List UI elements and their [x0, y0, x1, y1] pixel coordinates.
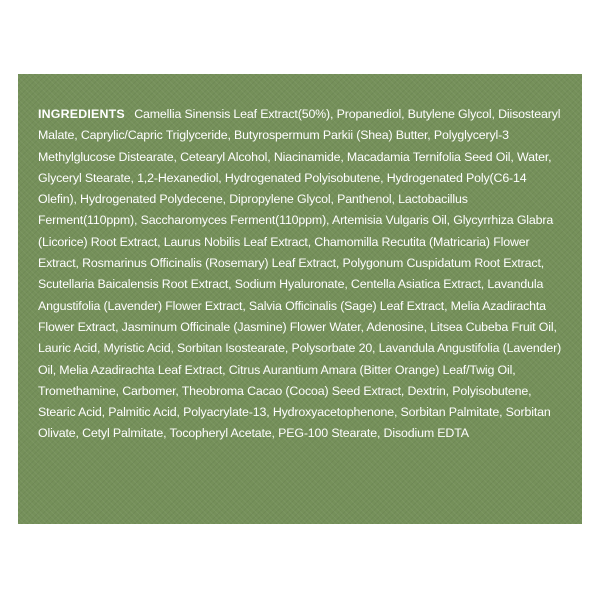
ingredients-list: Camellia Sinensis Leaf Extract(50%), Propanediol, Butylene Glycol, Diisostearyl Malate, Caprylic/Capric Triglyceride, Butyrospermum Parkii (Shea) Butter, Polyglyceryl-3 Methylglucose Distearate, Cetearyl Alcohol, Niacinamide, Macadamia Ternifolia Seed Oil, Water, Glyceryl Stearate, 1,2-Hexanediol, Hydrogenated Polyisobutene, Hydrogenated Poly(C6-14 Olefin), Hydrogenated Polydecene, Dipropylene Glycol, Panthenol, Lactobacillus Ferment(110ppm), Saccharomyces Ferment(110ppm), Artemisia Vulgaris Oil, Glycyrrhiza Glabra (Licorice) Root Extract, Laurus Nobilis Leaf Extract, Chamomilla Recutita (Matricaria) Flower Extract, Rosmarinus Officinalis (Rosemary) Leaf Extract, Polygonum Cuspidatum Root Extract, Scutellaria Baicalensis Root Extract, Sodium Hyaluronate, Centella Asiatica Extract, Lavandula Angustifolia (Lavender) Flower Extract, Salvia Officinalis (Sage) Leaf Extract, Melia Azadirachta Flower Extract, Jasminum Officinale (Jasmine) Flower Water, Adenosine, Litsea Cubeba Fruit Oil, Lauric Acid, Myristic Acid, Sorbitan Isostearate, Polysorbate 20, Lavandula Angustifolia (Lavender) Oil, Melia Azadirachta Leaf Extract, Citrus Aurantium Amara (Bitter Orange) Leaf/Twig Oil, Tromethamine, Carbomer, Theobroma Cacao (Cocoa) Seed Extract, Dextrin, Polyisobutene, Stearic Acid, Palmitic Acid, Polyacrylate-13, Hydroxyacetophenone, Sorbitan Palmitate, Sorbitan Olivate, Cetyl Palmitate, Tocopheryl Acetate, PEG-100 Stearate, Disodium EDTA	[38, 107, 562, 441]
ingredients-heading: INGREDIENTS	[38, 107, 125, 121]
ingredients-label-panel	[18, 74, 582, 524]
ingredients-paragraph	[38, 104, 564, 445]
